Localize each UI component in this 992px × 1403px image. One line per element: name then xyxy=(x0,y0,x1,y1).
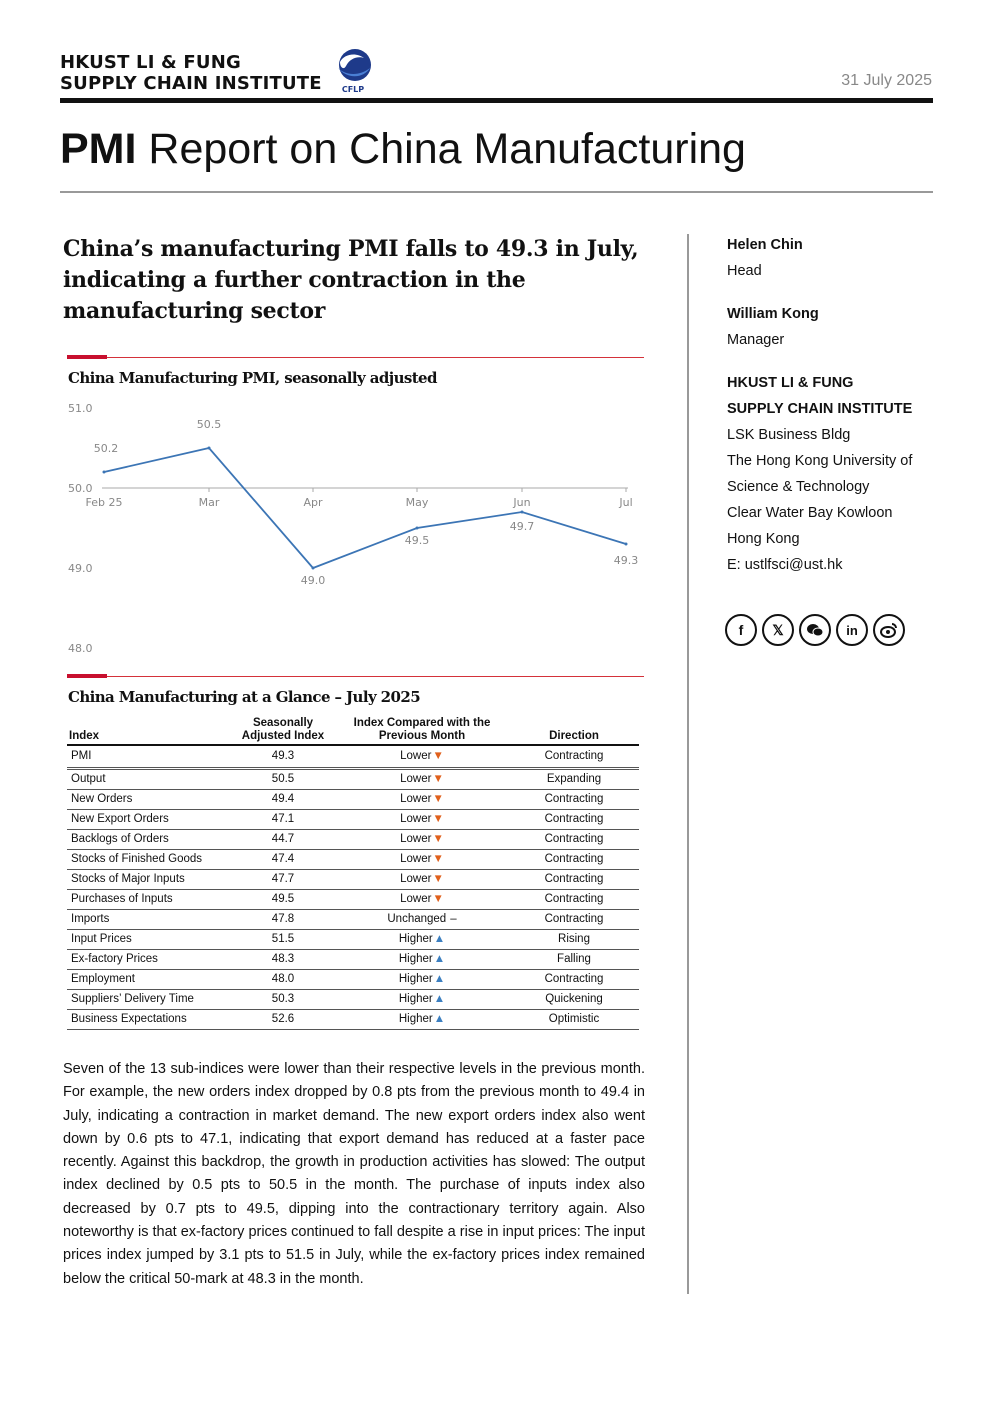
report-title xyxy=(60,124,746,174)
cell-comparison xyxy=(335,990,509,1010)
cell-value xyxy=(231,790,335,810)
header-direction: Direction xyxy=(549,730,599,742)
institute-line1: HKUST LI & FUNG xyxy=(727,375,854,391)
cell-value xyxy=(231,810,335,830)
table-section-rule xyxy=(67,676,644,677)
cell-index-text: New Orders xyxy=(71,793,133,805)
cell-index xyxy=(67,890,231,910)
cell-index xyxy=(67,910,231,930)
data-point xyxy=(208,447,211,450)
title-bold: PMI xyxy=(60,125,137,173)
table-row xyxy=(67,850,639,870)
cell-index xyxy=(67,810,231,830)
data-label: 50.2 xyxy=(93,442,119,455)
address-line3: Science & Technology xyxy=(727,479,870,495)
header-compared: Index Compared with the Previous Month xyxy=(353,717,491,742)
title-rest: Report on China Manufacturing xyxy=(136,125,746,173)
table-row xyxy=(67,950,639,970)
down-arrow-icon: ▼ xyxy=(432,873,444,885)
dash-icon: – xyxy=(450,913,457,925)
cell-index-text: Ex-factory Prices xyxy=(71,953,158,965)
sidebar-contacts xyxy=(727,232,912,578)
x-tick-label: May xyxy=(405,496,429,509)
weibo-icon[interactable] xyxy=(873,614,905,646)
cell-comparison-text: Lower xyxy=(400,793,432,805)
data-point xyxy=(521,511,524,514)
cell-value xyxy=(231,745,335,769)
cell-comparison-text: Lower xyxy=(400,773,432,785)
table-header-row xyxy=(67,717,639,745)
cell-direction-text: Contracting xyxy=(544,793,604,805)
cell-comparison-text: Higher xyxy=(398,933,433,945)
cell-value-text: 49.4 xyxy=(271,793,295,805)
cell-direction-text: Contracting xyxy=(544,833,604,845)
cell-direction xyxy=(509,950,639,970)
linkedin-icon[interactable]: in xyxy=(836,614,868,646)
cell-comparison xyxy=(335,790,509,810)
cell-index xyxy=(67,950,231,970)
cell-index xyxy=(67,769,231,790)
data-point xyxy=(312,567,315,570)
cell-value xyxy=(231,1010,335,1030)
cell-value xyxy=(231,850,335,870)
data-label: 49.7 xyxy=(509,520,535,533)
x-tick-label: Mar xyxy=(198,496,220,509)
cell-comparison-text: Higher xyxy=(398,953,433,965)
x-tick-label: Apr xyxy=(303,496,323,509)
cell-comparison xyxy=(335,910,509,930)
cell-value xyxy=(231,990,335,1010)
table-row xyxy=(67,745,639,769)
cell-comparison-text: Lower xyxy=(400,833,432,845)
cell-value xyxy=(231,910,335,930)
cell-comparison-text: Unchanged xyxy=(387,913,447,925)
title-rule xyxy=(60,191,933,193)
cell-index xyxy=(67,830,231,850)
down-arrow-icon: ▼ xyxy=(432,853,444,865)
cell-direction xyxy=(509,870,639,890)
cell-comparison-text: Higher xyxy=(398,993,433,1005)
person1-name: Helen Chin xyxy=(727,237,803,253)
address-line5: Hong Kong xyxy=(727,531,800,547)
person2-role: Manager xyxy=(727,332,785,348)
cell-index-text: Purchases of Inputs xyxy=(71,893,173,905)
cell-direction xyxy=(509,990,639,1010)
cell-comparison-text: Higher xyxy=(398,1013,433,1025)
column-divider xyxy=(687,234,689,1294)
table-row xyxy=(67,890,639,910)
cell-index-text: Employment xyxy=(71,973,135,985)
cell-direction xyxy=(509,745,639,769)
report-date: 31 July 2025 xyxy=(841,72,932,89)
cell-index xyxy=(67,990,231,1010)
table-row xyxy=(67,830,639,850)
cell-comparison xyxy=(335,830,509,850)
cell-direction-text: Expanding xyxy=(546,773,602,785)
address-line4: Clear Water Bay Kowloon xyxy=(727,505,893,521)
data-point xyxy=(416,527,419,530)
cell-index xyxy=(67,930,231,950)
cell-comparison-text: Lower xyxy=(400,750,432,762)
cell-value xyxy=(231,830,335,850)
address-line2: The Hong Kong University of xyxy=(727,453,913,469)
cell-comparison xyxy=(335,870,509,890)
cell-direction-text: Contracting xyxy=(544,893,604,905)
cell-index-text: Backlogs of Orders xyxy=(71,833,169,845)
cell-comparison-text: Lower xyxy=(400,853,432,865)
data-point xyxy=(625,543,628,546)
cell-index xyxy=(67,790,231,810)
x-tick-label: Jun xyxy=(513,496,531,509)
cell-direction xyxy=(509,790,639,810)
cell-comparison xyxy=(335,769,509,790)
cell-value xyxy=(231,890,335,910)
cell-direction-text: Rising xyxy=(558,933,590,945)
data-point xyxy=(103,471,106,474)
cell-comparison-text: Lower xyxy=(400,813,432,825)
cell-value-text: 47.1 xyxy=(271,813,295,825)
down-arrow-icon: ▼ xyxy=(432,793,444,805)
down-arrow-icon: ▼ xyxy=(432,773,444,785)
cell-direction xyxy=(509,850,639,870)
down-arrow-icon: ▼ xyxy=(432,833,444,845)
cell-index-text: Imports xyxy=(71,913,110,925)
cell-index-text: PMI xyxy=(71,750,92,762)
cell-direction xyxy=(509,890,639,910)
table-row xyxy=(67,769,639,790)
table-title: China Manufacturing at a Glance – July 2025 xyxy=(68,688,421,706)
cell-direction-text: Contracting xyxy=(544,750,604,762)
y-tick-label: 51.0 xyxy=(68,402,93,415)
cell-comparison xyxy=(335,850,509,870)
chart-title: China Manufacturing PMI, seasonally adjusted xyxy=(68,369,437,387)
cell-value-text: 49.5 xyxy=(271,893,295,905)
cell-value-text: 44.7 xyxy=(271,833,295,845)
down-arrow-icon: ▼ xyxy=(432,813,444,825)
cell-index-text: Suppliers’ Delivery Time xyxy=(71,993,194,1005)
cell-index-text: Input Prices xyxy=(71,933,132,945)
cell-direction-text: Contracting xyxy=(544,973,604,985)
facebook-icon[interactable]: f xyxy=(725,614,757,646)
headline: China’s manufacturing PMI falls to 49.3 in July, indicating a further contraction in the manufacturing sector xyxy=(63,236,639,324)
cell-comparison xyxy=(335,1010,509,1030)
cell-direction xyxy=(509,970,639,990)
cell-direction-text: Quickening xyxy=(545,993,603,1005)
down-arrow-icon: ▼ xyxy=(432,893,444,905)
institute-name-line1: HKUST LI & FUNG xyxy=(60,52,241,73)
up-arrow-icon: ▲ xyxy=(433,993,446,1005)
address-line1: LSK Business Bldg xyxy=(727,427,851,443)
table-row xyxy=(67,790,639,810)
table-row xyxy=(67,1010,639,1030)
cell-value-text: 51.5 xyxy=(271,933,295,945)
x-icon[interactable]: 𝕏 xyxy=(762,614,794,646)
cell-direction xyxy=(509,930,639,950)
cell-index-text: Business Expectations xyxy=(71,1013,187,1025)
y-tick-label: 48.0 xyxy=(68,642,93,655)
logo-text: CFLP xyxy=(341,85,365,94)
cell-value xyxy=(231,870,335,890)
cell-comparison xyxy=(335,930,509,950)
cell-value xyxy=(231,930,335,950)
cell-index xyxy=(67,970,231,990)
table-row xyxy=(67,810,639,830)
pmi-line-chart xyxy=(60,396,650,666)
data-label: 50.5 xyxy=(196,418,222,431)
table-row xyxy=(67,870,639,890)
institute-name-line2: SUPPLY CHAIN INSTITUTE xyxy=(60,73,322,94)
person1-role: Head xyxy=(727,263,762,279)
cell-value xyxy=(231,769,335,790)
x-tick-label: Feb 25 xyxy=(85,496,123,509)
y-tick-label: 49.0 xyxy=(68,562,93,575)
cell-value-text: 52.6 xyxy=(271,1013,295,1025)
cell-direction-text: Contracting xyxy=(544,913,604,925)
chart-section-rule xyxy=(67,357,644,358)
cell-index-text: Stocks of Finished Goods xyxy=(71,853,203,865)
cell-comparison-text: Lower xyxy=(400,873,432,885)
cell-value-text: 50.3 xyxy=(271,993,295,1005)
cell-index xyxy=(67,1010,231,1030)
cell-value-text: 50.5 xyxy=(271,773,295,785)
cell-index-text: New Export Orders xyxy=(71,813,169,825)
social-links xyxy=(725,614,905,646)
x-tick-label: Jul xyxy=(619,496,633,509)
cell-value xyxy=(231,970,335,990)
cflp-logo xyxy=(330,46,376,94)
cell-comparison-text: Higher xyxy=(398,973,433,985)
body-paragraph: Seven of the 13 sub-indices were lower than their respective levels in the previous month. For example, the new orders index dropped by 0.8 pts from the previous month to 49.4 in July, indicating a contraction in market demand. The new export orders index also went down by 0.6 pts to 47.1, indicating that export demand has reduced at a faster pace recently. Against this backdrop, the growth in production activities has slowed: The output index declined by 0.5 pts to 50.5 in the month. The purchase of inputs index also decreased by 0.7 pts to 49.5, dipping into the contractionary territory again. Also noteworthy is that ex-factory prices continued to fall despite a rise in input prices: The input prices index jumped by 3.1 pts to 51.5 in July, while the ex-factory prices index remained below the critical 50-mark at 48.3 in the month. xyxy=(63,1061,645,1287)
cell-direction xyxy=(509,810,639,830)
email[interactable]: E: ustlfsci@ust.hk xyxy=(727,557,843,573)
cell-value-text: 47.8 xyxy=(271,913,295,925)
person2-name: William Kong xyxy=(727,306,819,322)
cell-value-text: 49.3 xyxy=(271,750,295,762)
up-arrow-icon: ▲ xyxy=(433,973,446,985)
cell-direction xyxy=(509,769,639,790)
cell-direction-text: Contracting xyxy=(544,873,604,885)
data-label: 49.3 xyxy=(613,554,639,567)
cell-direction-text: Contracting xyxy=(544,853,604,865)
table-row xyxy=(67,990,639,1010)
institute-name xyxy=(60,52,322,94)
header-index: Index xyxy=(69,730,100,742)
cell-value-text: 48.3 xyxy=(271,953,295,965)
glance-table xyxy=(67,717,639,1030)
y-tick-label: 50.0 xyxy=(68,482,93,495)
table-row xyxy=(67,910,639,930)
data-label: 49.0 xyxy=(300,574,326,587)
institute-line2: SUPPLY CHAIN INSTITUTE xyxy=(727,401,913,417)
header-rule xyxy=(60,98,933,103)
cell-index-text: Output xyxy=(71,773,106,785)
cell-direction-text: Falling xyxy=(557,953,591,965)
header-seasonally-adjusted: Seasonally Adjusted Index xyxy=(241,717,325,742)
up-arrow-icon: ▲ xyxy=(433,933,446,945)
cell-comparison xyxy=(335,970,509,990)
cell-index xyxy=(67,850,231,870)
cell-value-text: 47.7 xyxy=(271,873,295,885)
up-arrow-icon: ▲ xyxy=(433,1013,446,1025)
cell-comparison xyxy=(335,950,509,970)
cell-direction-text: Contracting xyxy=(544,813,604,825)
data-label: 49.5 xyxy=(404,534,430,547)
table-row xyxy=(67,970,639,990)
cell-direction xyxy=(509,1010,639,1030)
up-arrow-icon: ▲ xyxy=(433,953,446,965)
down-arrow-icon: ▼ xyxy=(432,750,444,762)
cell-comparison-text: Lower xyxy=(400,893,432,905)
cell-direction xyxy=(509,830,639,850)
cell-value-text: 47.4 xyxy=(271,853,295,865)
cell-index xyxy=(67,745,231,769)
cell-direction xyxy=(509,910,639,930)
cell-value xyxy=(231,950,335,970)
pmi-series-line xyxy=(104,448,626,568)
cell-value-text: 48.0 xyxy=(271,973,295,985)
cell-index xyxy=(67,870,231,890)
wechat-icon[interactable] xyxy=(799,614,831,646)
table-row xyxy=(67,930,639,950)
cell-direction-text: Optimistic xyxy=(548,1013,600,1025)
cell-comparison xyxy=(335,810,509,830)
cell-comparison xyxy=(335,745,509,769)
cell-comparison xyxy=(335,890,509,910)
cell-index-text: Stocks of Major Inputs xyxy=(71,873,185,885)
